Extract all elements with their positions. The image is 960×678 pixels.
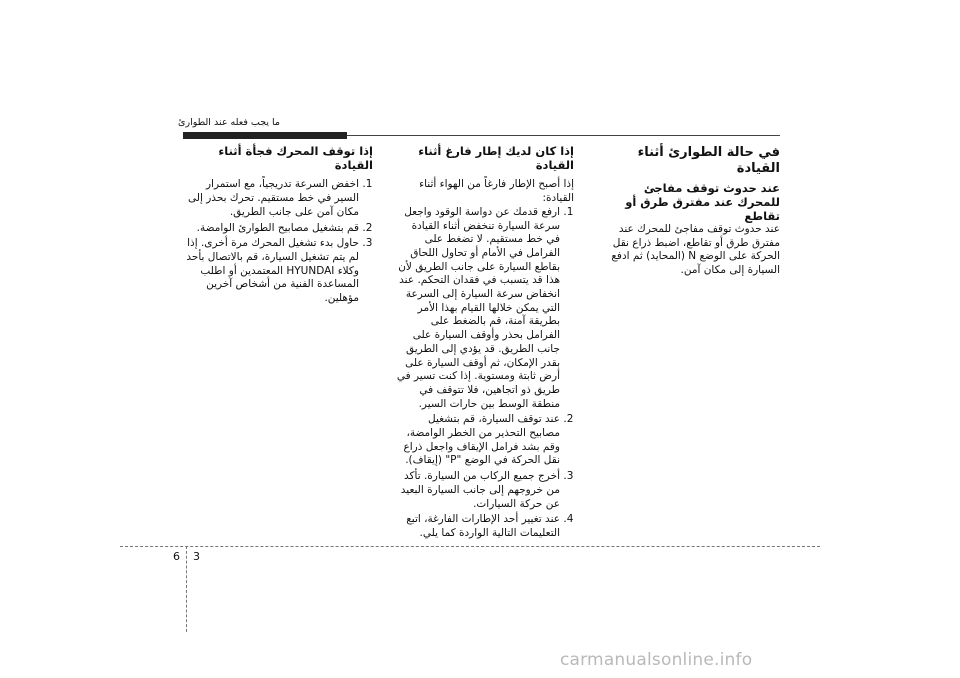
running-header: ما يجب فعله عند الطوارئ xyxy=(178,117,280,128)
list-item: 2. عند توقف السيارة، قم بتشغيل مصابيح التحذير من الخطر الوامضة، وقم بشد فرامل الإيقاف واجعل ذراع نقل الحركة في الوضع "P" (إيقاف). xyxy=(396,413,560,468)
list-item: 4. عند تغيير أحد الإطارات الفارغة، اتبع التعليمات التالية الواردة كما يلي. xyxy=(396,513,560,540)
paragraph: عند حدوث توقف مفاجئ للمحرك عند مفترق طرق أو تقاطع، اضبط ذراع نقل الحركة على الوضع N (المحايد) ثم ادفع السيارة إلى مكان آمن. xyxy=(611,223,780,277)
footer-rule xyxy=(120,546,820,547)
footer-vertical-rule xyxy=(186,546,187,632)
chapter-number: 6 xyxy=(173,550,180,563)
section-heading: في حالة الطوارئ أثناء القيادة xyxy=(637,145,780,176)
section-heading: إذا كان لديك إطار فارغ أثناء القيادة xyxy=(418,144,574,172)
numbered-list xyxy=(396,206,574,541)
list-item: 2. قم بتشغيل مصابيح الطوارئ الوامضة. xyxy=(183,222,359,236)
header-rule xyxy=(347,135,780,136)
list-item: 1. اخفض السرعة تدريجياً، مع استمرار السير في خط مستقيم. تحرك بحذر إلى مكان آمن على جانب الطريق. xyxy=(183,178,359,219)
watermark: carmanualsonline.info xyxy=(560,650,753,670)
list-item: 3. حاول بدء تشغيل المحرك مرة أخرى. إذا لم يتم تشغيل السيارة، قم بالاتصال بأحد وكلاء HYUNDAI المعتمدين أو اطلب المساعدة الفنية من أشخاص آخرين مؤهلين. xyxy=(183,237,359,306)
middle-column xyxy=(396,145,574,543)
page-number: 3 xyxy=(193,550,200,563)
subsection-heading: عند حدوث توقف مفاجئ للمحرك عند مفترق طرق أو تقاطع xyxy=(625,181,780,223)
left-column xyxy=(183,145,373,308)
section-heading: إذا توقف المحرك فجأة أثناء القيادة xyxy=(218,144,373,172)
numbered-list xyxy=(183,178,373,305)
header-bar xyxy=(183,132,347,139)
list-item: 1. ارفع قدمك عن دواسة الوقود واجعل سرعة السيارة تنخفض أثناء القيادة في خط مستقيم. لا تضغط على الفرامل في الأمام أو تحاول اللحاق بقاطع السيارة على جانب الطريق لأن هذا قد يتسبب في فقدان التحكم. عند انخفاض سرعة السيارة إلى السرعة التي يمكن خلالها القيام بهذا الأمر بطريقة آمنة، قم بالضغط على الفرامل بحذر وأوقف السيارة على جانب الطريق. قد يؤدي إلى الطريق بقدر الإمكان، ثم أوقف السيارة على أرض ثابتة ومستوية. إذا كنت تسير في طريق ذو اتجاهين، فلا تتوقف في منطقة الوسط بين حارات السير. xyxy=(396,206,560,412)
right-column xyxy=(606,145,780,278)
paragraph: إذا أصبح الإطار فارغاً من الهواء أثناء القيادة: xyxy=(419,178,574,205)
list-item: 3. أخرج جميع الركاب من السيارة. تأكد من خروجهم إلى جانب السيارة البعيد عن حركة السيارات. xyxy=(396,470,560,511)
